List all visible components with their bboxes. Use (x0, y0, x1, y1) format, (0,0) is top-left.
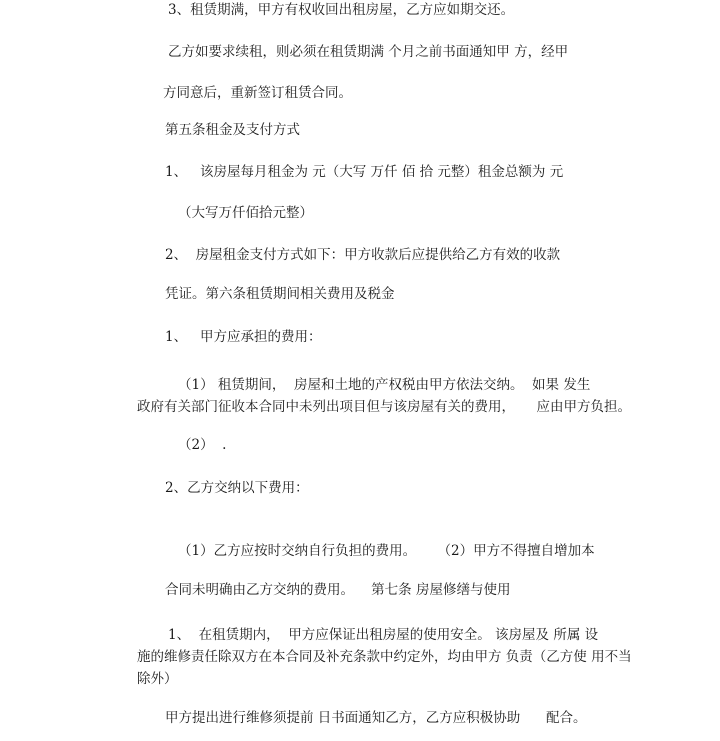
clause-7-1: 1、 在租赁期内， 甲方应保证出租房屋的使用安全。 该房屋及 所属 设 (168, 627, 599, 643)
renewal-paragraph-cont: 方同意后，重新签订租赁合同。 (163, 85, 352, 101)
renewal-paragraph: 乙方如要求续租，则必须在租赁期满 个月之前书面通知甲 方，经甲 (168, 44, 569, 60)
repair-notice: 甲方提出进行维修须提前 日书面通知乙方，乙方应积极协助 配合。 (165, 710, 587, 726)
clause-6-2: 2、乙方交纳以下费用： (165, 480, 309, 496)
clause-6-1-1: （1） 租赁期间， 房屋和土地的产权税由甲方依法交纳。 如果 发生 (178, 377, 591, 393)
clause-6-1: 1、 甲方应承担的费用： (165, 329, 322, 345)
article-6-heading: 凭证。第六条租赁期间相关费用及税金 (165, 286, 395, 302)
clause-5-1: 1、 该房屋每月租金为 元（大写 万仟 佰 拾 元整）租金总额为 元 (165, 164, 564, 180)
clause-6-2-items: （1）乙方应按时交纳自行负担的费用。 （2）甲方不得擅自增加本 (178, 543, 595, 559)
article-5-heading: 第五条租金及支付方式 (165, 122, 300, 138)
clause-5-2: 2、 房屋租金支付方式如下：甲方收款后应提供给乙方有效的收款 (165, 247, 561, 263)
clause-5-1-cont: （大写万仟佰拾元整） (178, 205, 313, 221)
article-7-heading: 合同未明确由乙方交纳的费用。 第七条 房屋修缮与使用 (165, 582, 511, 598)
clause-6-1-1-cont: 政府有关部门征收本合同中未列出项目但与该房屋有关的费用， 应由甲方负担。 (137, 399, 631, 415)
clause-6-1-2: （2） . (178, 437, 227, 453)
clause-4-3: 3、租赁期满，甲方有权收回出租房屋，乙方应如期交还。 (168, 2, 515, 18)
clause-7-1-cont: 施的维修责任除双方在本合同及补充条款中约定外，均由甲方 负责（乙方使 用不当 (137, 649, 632, 665)
clause-7-1-end: 除外） (137, 671, 178, 687)
